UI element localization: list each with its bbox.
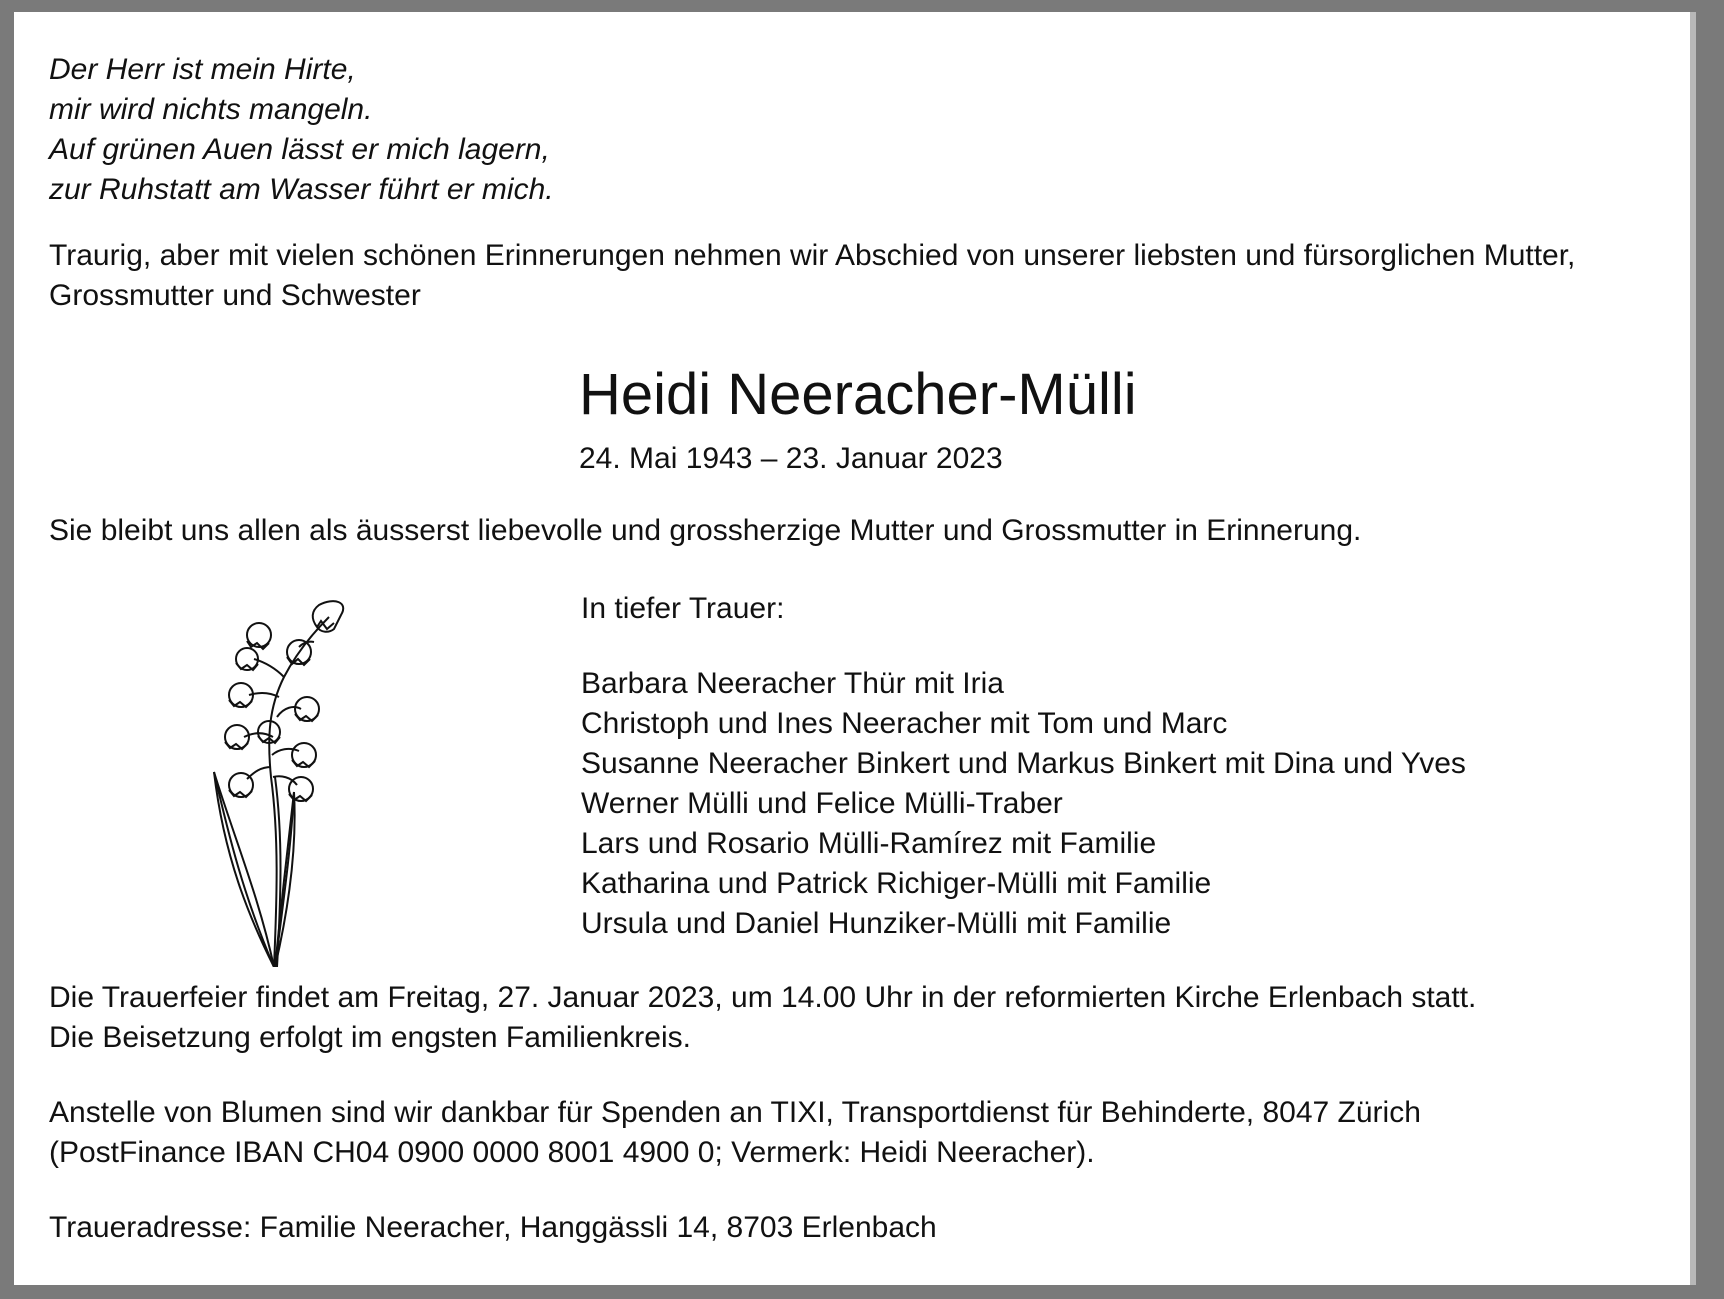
mourner-entry: Barbara Neeracher Thür mit Iria <box>581 667 1004 700</box>
psalm-line: mir wird nichts mangeln. <box>49 93 373 126</box>
remembrance-text: Sie bleibt uns allen als äusserst liebevolle und grossherzige Mutter und Grossmutter in Erinnerung. <box>49 514 1362 547</box>
donation-info <box>49 1093 1421 1173</box>
mourning-address: Traueradresse: Familie Neeracher, Hanggässli 14, 8703 Erlenbach <box>49 1211 937 1244</box>
deceased-name: Heidi Neeracher-Mülli <box>579 362 1137 427</box>
mourners-list <box>581 664 1466 944</box>
intro-text: Traurig, aber mit vielen schönen Erinnerungen nehmen wir Abschied von unserer liebsten und fürsorglichen Mutter, Grossmutter und Schwester <box>49 239 1576 312</box>
mourner-entry: Lars und Rosario Mülli-Ramírez mit Familie <box>581 827 1157 860</box>
funeral-info <box>49 978 1476 1058</box>
obituary-page <box>14 12 1696 1285</box>
psalm-line: Auf grünen Auen lässt er mich lagern, <box>49 133 550 166</box>
donation-line: Anstelle von Blumen sind wir dankbar für Spenden an TIXI, Transportdienst für Behinderte, 8047 Zürich <box>49 1096 1421 1129</box>
donation-line: (PostFinance IBAN CH04 0900 0000 8001 4900 0; Vermerk: Heidi Neeracher). <box>49 1136 1095 1169</box>
psalm-quote <box>49 50 554 210</box>
deceased-dates: 24. Mai 1943 – 23. Januar 2023 <box>579 442 1003 475</box>
mourner-entry: Susanne Neeracher Binkert und Markus Binkert mit Dina und Yves <box>581 747 1466 780</box>
mourners-section <box>581 589 1466 944</box>
mourner-entry: Katharina und Patrick Richiger-Mülli mit Familie <box>581 867 1212 900</box>
mourner-entry: Ursula und Daniel Hunziker-Mülli mit Familie <box>581 907 1172 940</box>
funeral-line: Die Trauerfeier findet am Freitag, 27. Januar 2023, um 14.00 Uhr in der reformierten Kirche Erlenbach statt. <box>49 981 1477 1014</box>
mourner-entry: Werner Mülli und Felice Mülli-Traber <box>581 787 1063 820</box>
funeral-line: Die Beisetzung erfolgt im engsten Familienkreis. <box>49 1021 691 1054</box>
psalm-line: Der Herr ist mein Hirte, <box>49 53 356 86</box>
mourners-heading: In tiefer Trauer: <box>581 592 785 625</box>
lily-of-the-valley-icon <box>189 597 369 967</box>
psalm-line: zur Ruhstatt am Wasser führt er mich. <box>49 173 554 206</box>
mourner-entry: Christoph und Ines Neeracher mit Tom und Marc <box>581 707 1228 740</box>
